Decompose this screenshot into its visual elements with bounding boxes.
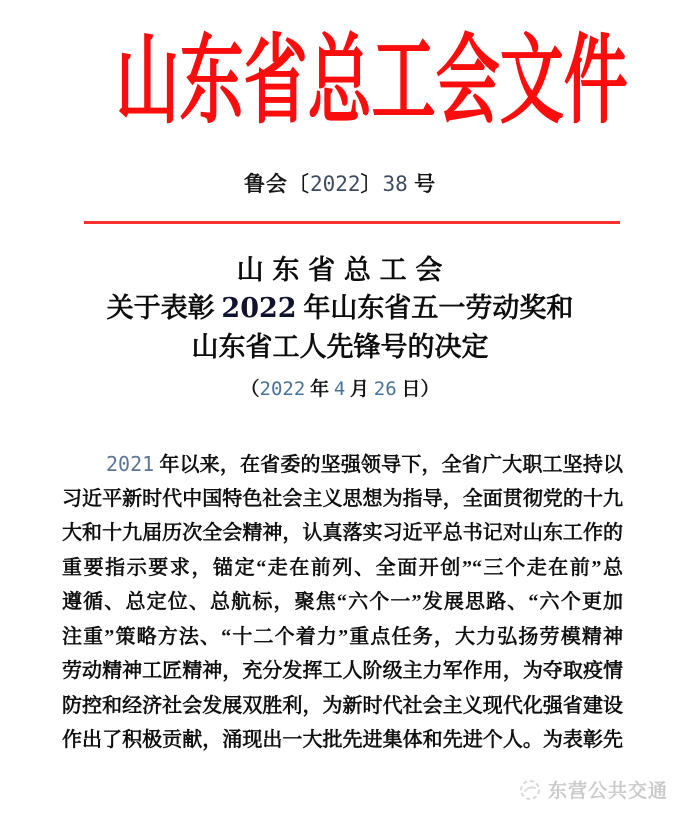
title-pre: 关于表彰: [106, 293, 222, 323]
doc-number-year: 2022: [309, 172, 361, 196]
doc-number-suffix: 号: [407, 172, 437, 196]
body-line: [62, 447, 623, 482]
document-title-line-1: [0, 289, 680, 328]
watermark: [519, 776, 668, 803]
body-line-text: 年以来，在省委的坚强领导下，全省广大职工坚持以: [154, 454, 623, 476]
body-paragraph: [62, 447, 623, 758]
red-divider: [84, 221, 620, 224]
body-line: 大和十九届历次全会精神，认真落实习近平总书记对山东工作的: [62, 522, 623, 544]
date-open-paren: （: [240, 379, 260, 400]
letterhead-title: 山东省总工会文件: [115, 28, 628, 135]
body-line: 重要指示要求，锚定“走在前列、全面开创”“三个走在前”总: [62, 556, 623, 579]
document-title-line-2: 山东省工人先锋号的决定: [191, 332, 489, 362]
doc-number-close: 〕: [360, 172, 383, 196]
document-date: [0, 377, 680, 402]
date-month: 4: [333, 378, 346, 400]
title-year: 2022: [221, 293, 297, 324]
body-line: 遵循、总定位、总航标，聚焦“六个一”发展思路、“六个更加: [62, 591, 623, 613]
transit-logo-icon: [519, 779, 541, 801]
body-line: 劳动精神工匠精神，充分发挥工人阶级主力军作用，为夺取疫情: [62, 660, 623, 682]
date-year-unit: 年: [305, 379, 334, 400]
date-day: 26: [373, 378, 397, 400]
watermark-text: 东营公共交通: [547, 781, 668, 802]
date-month-unit: 月: [345, 379, 374, 400]
doc-number: [0, 168, 680, 198]
issuing-org-line: 山 东 省 总 工 会: [236, 255, 444, 285]
title-post: 年山东省五一劳动奖和: [296, 293, 574, 323]
body-line: 防控和经济社会发展双胜利，为新时代社会主义现代化强省建设: [62, 694, 623, 717]
document-heading: [0, 251, 680, 402]
date-year: 2022: [259, 378, 306, 400]
body-line: 作出了积极贡献，涌现出一大批先进集体和先进个人。为表彰先: [62, 729, 623, 751]
doc-number-prefix: 鲁会〔: [243, 172, 310, 196]
date-day-unit: 日）: [396, 379, 440, 400]
doc-number-serial: 38: [382, 172, 408, 196]
body-line: 习近平新时代中国特色社会主义思想为指导，全面贯彻党的十九: [62, 487, 623, 510]
body-line-year: 2021: [106, 452, 155, 476]
body-line: 注重”策略方法、“十二个着力”重点任务，大力弘扬劳模精神: [62, 625, 623, 648]
